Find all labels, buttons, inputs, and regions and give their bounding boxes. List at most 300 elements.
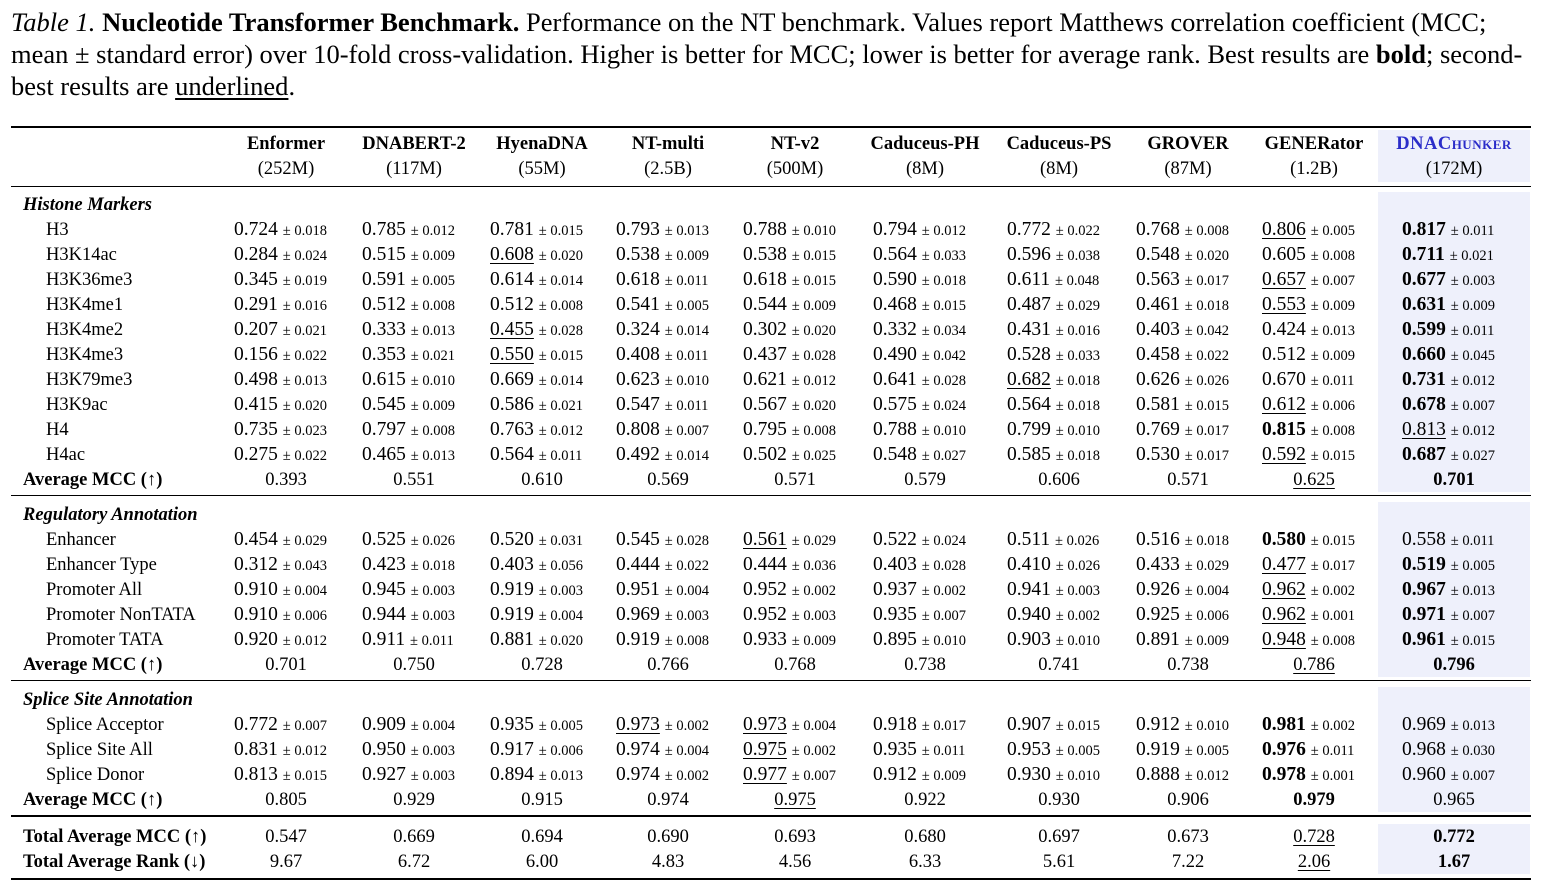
cell-mean: 0.433 [1136, 554, 1180, 575]
table-cell [1262, 764, 1355, 787]
cell-error: ± 0.002 [921, 583, 966, 599]
average-cell: 0.768 [774, 655, 816, 675]
cell-error: ± 0.008 [791, 423, 836, 439]
average-label: Average MCC (↑) [23, 655, 163, 675]
cell-error: ± 0.022 [282, 348, 327, 364]
cell-error: ± 0.008 [1310, 423, 1355, 439]
table-cell [743, 219, 836, 242]
column-params: (500M) [766, 159, 824, 179]
cell-error: ± 0.011 [664, 398, 709, 414]
cell-error: ± 0.011 [1310, 373, 1355, 389]
total-cell: 6.33 [908, 852, 942, 872]
cell-mean: 0.799 [1007, 419, 1051, 440]
cell-error: ± 0.003 [538, 583, 583, 599]
cell-error: ± 0.001 [1310, 608, 1355, 624]
column-header [479, 132, 605, 182]
row-label: Splice Acceptor [46, 715, 164, 735]
cell-mean: 0.512 [362, 294, 406, 315]
cell-mean: 0.677 [1402, 269, 1446, 290]
average-cell: 0.728 [521, 655, 563, 675]
cell-error: ± 0.010 [1055, 768, 1100, 784]
table-cell [490, 244, 583, 267]
table-cell [234, 529, 327, 552]
table-cell [1402, 714, 1495, 737]
table-cell [1136, 579, 1229, 602]
caption-label: Table 1. [11, 7, 96, 37]
average-cell: 0.393 [265, 470, 307, 490]
total-cell: 5.61 [1042, 852, 1076, 872]
cell-mean: 0.541 [616, 294, 660, 315]
cell-error: ± 0.013 [410, 448, 455, 464]
cell-error: ± 0.003 [1055, 583, 1100, 599]
cell-error: ± 0.014 [664, 448, 709, 464]
table-cell [1136, 764, 1229, 787]
cell-mean: 0.353 [362, 344, 406, 365]
table-cell [1136, 629, 1229, 652]
cell-mean: 0.953 [1007, 739, 1051, 760]
cell-error: ± 0.005 [538, 718, 583, 734]
table-cell [1007, 219, 1100, 242]
total-cell: 6.00 [525, 852, 559, 872]
cell-error: ± 0.005 [1450, 558, 1495, 574]
section-rule [11, 495, 1531, 496]
column-params: (252M) [257, 159, 315, 179]
cell-error: ± 0.028 [791, 348, 836, 364]
cell-error: ± 0.015 [538, 348, 583, 364]
cell-mean: 0.465 [362, 444, 406, 465]
column-header [351, 132, 477, 182]
table-cell [873, 369, 966, 392]
cell-error: ± 0.042 [1184, 323, 1229, 339]
cell-error: ± 0.002 [1310, 583, 1355, 599]
row-label: H3K4me2 [46, 320, 124, 340]
table-cell [362, 579, 455, 602]
cell-error: ± 0.028 [921, 558, 966, 574]
table-cell [1007, 739, 1100, 762]
cell-error: ± 0.005 [1310, 223, 1355, 239]
cell-error: ± 0.012 [1450, 423, 1495, 439]
cell-mean: 0.944 [362, 604, 406, 625]
cell-error: ± 0.007 [921, 608, 966, 624]
table-cell [873, 714, 966, 737]
cell-error: ± 0.010 [921, 423, 966, 439]
cell-error: ± 0.017 [1184, 273, 1229, 289]
cell-mean: 0.657 [1262, 269, 1306, 290]
cell-error: ± 0.006 [282, 608, 327, 624]
cell-mean: 0.550 [490, 344, 534, 365]
cell-error: ± 0.011 [1450, 223, 1495, 239]
table-cell [1262, 629, 1355, 652]
row-label: H3 [46, 220, 69, 240]
cell-mean: 0.952 [743, 579, 787, 600]
total-cell: 0.693 [774, 827, 816, 847]
table-cell [1136, 739, 1229, 762]
average-cell: 0.915 [521, 790, 563, 810]
cell-mean: 0.935 [873, 604, 917, 625]
total-cell: 2.06 [1297, 852, 1331, 872]
table-cell [362, 604, 455, 627]
table-cell [873, 319, 966, 342]
table-cell [1402, 604, 1495, 627]
table-cell [362, 269, 455, 292]
cell-error: ± 0.014 [664, 323, 709, 339]
cell-error: ± 0.018 [410, 558, 455, 574]
table-cell [743, 739, 836, 762]
header-rule [11, 186, 1531, 187]
cell-error: ± 0.004 [1184, 583, 1229, 599]
cell-error: ± 0.007 [1310, 273, 1355, 289]
cell-error: ± 0.020 [791, 323, 836, 339]
table-cell [1136, 344, 1229, 367]
average-cell: 0.930 [1038, 790, 1080, 810]
cell-mean: 0.581 [1136, 394, 1180, 415]
table-cell [1262, 419, 1355, 442]
cell-error: ± 0.007 [791, 768, 836, 784]
cell-error: ± 0.033 [921, 248, 966, 264]
cell-mean: 0.794 [873, 219, 917, 240]
cell-error: ± 0.003 [410, 583, 455, 599]
table-cell [1007, 604, 1100, 627]
cell-mean: 0.618 [616, 269, 660, 290]
cell-mean: 0.926 [1136, 579, 1180, 600]
table-cell [234, 714, 327, 737]
cell-mean: 0.403 [873, 554, 917, 575]
table-cell [1007, 319, 1100, 342]
cell-error: ± 0.007 [1450, 768, 1495, 784]
cell-mean: 0.660 [1402, 344, 1446, 365]
average-cell: 0.571 [1167, 470, 1209, 490]
cell-mean: 0.912 [873, 764, 917, 785]
row-label: H3K79me3 [46, 370, 133, 390]
cell-error: ± 0.001 [1310, 768, 1355, 784]
cell-error: ± 0.013 [538, 768, 583, 784]
table-cell [743, 419, 836, 442]
cell-mean: 0.455 [490, 319, 534, 340]
table-cell [362, 714, 455, 737]
cell-error: ± 0.002 [1310, 718, 1355, 734]
cell-error: ± 0.004 [282, 583, 327, 599]
cell-mean: 0.528 [1007, 344, 1051, 365]
table-cell [743, 319, 836, 342]
cell-mean: 0.431 [1007, 319, 1051, 340]
cell-error: ± 0.003 [664, 608, 709, 624]
table-cell [234, 419, 327, 442]
table-cell [1007, 764, 1100, 787]
table-cell [1262, 714, 1355, 737]
table-cell [616, 394, 708, 417]
cell-error: ± 0.008 [410, 423, 455, 439]
column-header [732, 132, 858, 182]
cell-error: ± 0.005 [1055, 743, 1100, 759]
cell-mean: 0.621 [743, 369, 787, 390]
table-cell [234, 739, 327, 762]
cell-error: ± 0.018 [1184, 533, 1229, 549]
cell-mean: 0.611 [1007, 269, 1051, 290]
table-cell [362, 344, 455, 367]
average-cell: 0.979 [1293, 790, 1335, 810]
cell-mean: 0.940 [1007, 604, 1051, 625]
table-cell [490, 419, 583, 442]
table-cell [873, 554, 966, 577]
cell-error: ± 0.014 [538, 273, 583, 289]
cell-mean: 0.530 [1136, 444, 1180, 465]
cell-mean: 0.599 [1402, 319, 1446, 340]
table-cell [1262, 244, 1355, 267]
cell-error: ± 0.012 [282, 743, 327, 759]
average-cell: 0.738 [1167, 655, 1209, 675]
cell-error: ± 0.005 [410, 273, 455, 289]
cell-error: ± 0.020 [282, 398, 327, 414]
row-label: Promoter TATA [46, 630, 164, 650]
cell-mean: 0.918 [873, 714, 917, 735]
table-cell [743, 294, 836, 317]
cell-mean: 0.967 [1402, 579, 1446, 600]
cell-mean: 0.403 [1136, 319, 1180, 340]
cell-mean: 0.641 [873, 369, 917, 390]
table-cell [743, 344, 836, 367]
table-cell [234, 244, 327, 267]
average-cell: 0.929 [393, 790, 435, 810]
cell-error: ± 0.002 [791, 583, 836, 599]
row-label: H3K4me3 [46, 345, 124, 365]
table-cell [873, 419, 966, 442]
table-cell [490, 604, 583, 627]
table-cell [1136, 269, 1229, 292]
cell-error: ± 0.028 [664, 533, 709, 549]
average-cell: 0.701 [1433, 470, 1475, 490]
average-cell: 0.569 [647, 470, 689, 490]
cell-mean: 0.515 [362, 244, 406, 265]
cell-error: ± 0.021 [282, 323, 327, 339]
table-cell [1402, 739, 1495, 762]
cell-error: ± 0.004 [538, 608, 583, 624]
cell-mean: 0.977 [743, 764, 787, 785]
table-cell [1262, 739, 1354, 762]
cell-error: ± 0.009 [1310, 298, 1355, 314]
cell-mean: 0.615 [362, 369, 406, 390]
cell-mean: 0.817 [1402, 219, 1446, 240]
cell-mean: 0.813 [1402, 419, 1446, 440]
table-cell [873, 269, 966, 292]
cell-error: ± 0.008 [410, 298, 455, 314]
average-cell: 0.786 [1293, 655, 1335, 675]
cell-error: ± 0.003 [410, 608, 455, 624]
cell-error: ± 0.028 [921, 373, 966, 389]
table-cell [743, 369, 836, 392]
cell-mean: 0.586 [490, 394, 534, 415]
table-cell [873, 629, 966, 652]
table-cell [234, 629, 327, 652]
table-cell [616, 219, 709, 242]
cell-mean: 0.520 [490, 529, 534, 550]
table-cell [1136, 219, 1229, 242]
cell-mean: 0.793 [616, 219, 660, 240]
column-name: HyenaDNA [496, 134, 588, 154]
table-cell [743, 529, 836, 552]
column-params: (8M) [905, 159, 945, 179]
cell-mean: 0.275 [234, 444, 278, 465]
cell-mean: 0.785 [362, 219, 406, 240]
table-cell [1136, 444, 1229, 467]
cell-mean: 0.969 [616, 604, 660, 625]
cell-error: ± 0.011 [921, 743, 966, 759]
cell-mean: 0.410 [1007, 554, 1051, 575]
table-cell [743, 629, 836, 652]
average-cell: 0.571 [774, 470, 816, 490]
table-cell [490, 554, 583, 577]
cell-error: ± 0.020 [1184, 248, 1229, 264]
table-cell [234, 444, 327, 467]
table-cell [1402, 579, 1495, 602]
row-label: Promoter All [46, 580, 143, 600]
table-cell [362, 394, 455, 417]
section-title: Splice Site Annotation [23, 690, 193, 710]
row-label: Splice Site All [46, 740, 153, 760]
cell-error: ± 0.042 [921, 348, 966, 364]
section-rule [11, 815, 1531, 817]
cell-mean: 0.592 [1262, 444, 1306, 465]
column-params: (55M) [518, 159, 566, 179]
cell-error: ± 0.006 [1184, 608, 1229, 624]
cell-mean: 0.424 [1262, 319, 1306, 340]
total-label: Total Average MCC (↑) [23, 827, 207, 847]
table-cell [873, 529, 966, 552]
section-title: Histone Markers [23, 195, 153, 215]
cell-error: ± 0.008 [1310, 248, 1355, 264]
cell-error: ± 0.017 [1310, 558, 1355, 574]
cell-mean: 0.919 [616, 629, 660, 650]
cell-mean: 0.971 [1402, 604, 1446, 625]
table-cell [234, 554, 327, 577]
table-cell [1262, 554, 1355, 577]
cell-mean: 0.961 [1402, 629, 1446, 650]
table-cell [1007, 579, 1100, 602]
total-cell: 6.72 [397, 852, 431, 872]
cell-mean: 0.948 [1262, 629, 1306, 650]
cell-error: ± 0.048 [1055, 273, 1100, 289]
cell-mean: 0.927 [362, 764, 406, 785]
column-name: GROVER [1147, 134, 1229, 154]
table-cell [873, 764, 966, 787]
table-cell [873, 394, 966, 417]
cell-mean: 0.403 [490, 554, 534, 575]
cell-error: ± 0.011 [664, 348, 709, 364]
cell-error: ± 0.009 [921, 768, 966, 784]
average-cell: 0.738 [904, 655, 946, 675]
cell-error: ± 0.013 [1310, 323, 1355, 339]
table-cell [1136, 294, 1229, 317]
cell-mean: 0.564 [490, 444, 534, 465]
cell-error: ± 0.007 [664, 423, 709, 439]
cell-mean: 0.626 [1136, 369, 1180, 390]
cell-error: ± 0.022 [664, 558, 709, 574]
caption-text: Performance on the NT benchmark. Values report Matthews correlation coefficient (MCC; mean ± standard error) over 10-fold cross-validation. Higher is better for MCC; lower is better for average rank. Best results are [11, 7, 1487, 69]
cell-mean: 0.408 [616, 344, 660, 365]
table-cell [873, 344, 966, 367]
cell-mean: 0.941 [1007, 579, 1051, 600]
cell-mean: 0.618 [743, 269, 787, 290]
cell-error: ± 0.024 [921, 533, 966, 549]
cell-error: ± 0.003 [1450, 273, 1495, 289]
average-cell: 0.796 [1433, 655, 1475, 675]
row-label: H3K36me3 [46, 270, 133, 290]
table-cell [1007, 714, 1100, 737]
cell-error: ± 0.013 [664, 223, 709, 239]
table-cell [616, 554, 709, 577]
cell-mean: 0.973 [743, 714, 787, 735]
cell-mean: 0.788 [873, 419, 917, 440]
cell-error: ± 0.003 [791, 608, 836, 624]
cell-error: ± 0.022 [282, 448, 327, 464]
table-cell [362, 554, 455, 577]
cell-error: ± 0.017 [1184, 448, 1229, 464]
cell-error: ± 0.007 [1450, 398, 1495, 414]
column-header [1125, 132, 1251, 182]
cell-error: ± 0.013 [1450, 718, 1495, 734]
row-label: H4ac [46, 445, 86, 465]
cell-error: ± 0.012 [282, 633, 327, 649]
cell-mean: 0.553 [1262, 294, 1306, 315]
cell-mean: 0.881 [490, 629, 534, 650]
cell-mean: 0.891 [1136, 629, 1180, 650]
cell-mean: 0.492 [616, 444, 660, 465]
column-name: Enformer [246, 134, 326, 154]
cell-mean: 0.935 [490, 714, 534, 735]
cell-error: ± 0.015 [1055, 718, 1100, 734]
cell-mean: 0.978 [1262, 764, 1306, 785]
cell-mean: 0.813 [234, 764, 278, 785]
cell-mean: 0.909 [362, 714, 406, 735]
cell-mean: 0.797 [362, 419, 406, 440]
cell-error: ± 0.018 [1055, 373, 1100, 389]
table-cell [616, 244, 709, 267]
column-name: NT-v2 [770, 134, 820, 154]
cell-mean: 0.981 [1262, 714, 1306, 735]
table-cell [743, 714, 836, 737]
cell-mean: 0.590 [873, 269, 917, 290]
cell-mean: 0.291 [234, 294, 278, 315]
cell-error: ± 0.026 [410, 533, 455, 549]
cell-mean: 0.919 [490, 604, 534, 625]
cell-mean: 0.772 [1007, 219, 1051, 240]
cell-error: ± 0.018 [1055, 398, 1100, 414]
cell-error: ± 0.013 [410, 323, 455, 339]
caption-text-3: . [288, 71, 296, 101]
cell-mean: 0.806 [1262, 219, 1306, 240]
cell-mean: 0.423 [362, 554, 406, 575]
cell-error: ± 0.011 [1450, 323, 1495, 339]
cell-error: ± 0.005 [1184, 743, 1229, 759]
table-cell [1007, 419, 1100, 442]
table-cell [1402, 369, 1495, 392]
row-label: Enhancer Type [46, 555, 157, 575]
cell-error: ± 0.015 [1450, 633, 1495, 649]
cell-error: ± 0.026 [1184, 373, 1229, 389]
table-cell [1136, 394, 1229, 417]
table-cell [490, 369, 583, 392]
cell-mean: 0.547 [616, 394, 660, 415]
cell-mean: 0.808 [616, 419, 660, 440]
table-cell [362, 219, 455, 242]
total-cell: 4.83 [651, 852, 685, 872]
cell-mean: 0.894 [490, 764, 534, 785]
cell-error: ± 0.012 [1450, 373, 1495, 389]
cell-error: ± 0.021 [538, 398, 583, 414]
table-cell [1136, 604, 1229, 627]
cell-error: ± 0.002 [664, 768, 709, 784]
cell-error: ± 0.029 [282, 533, 327, 549]
table-cell [362, 244, 455, 267]
